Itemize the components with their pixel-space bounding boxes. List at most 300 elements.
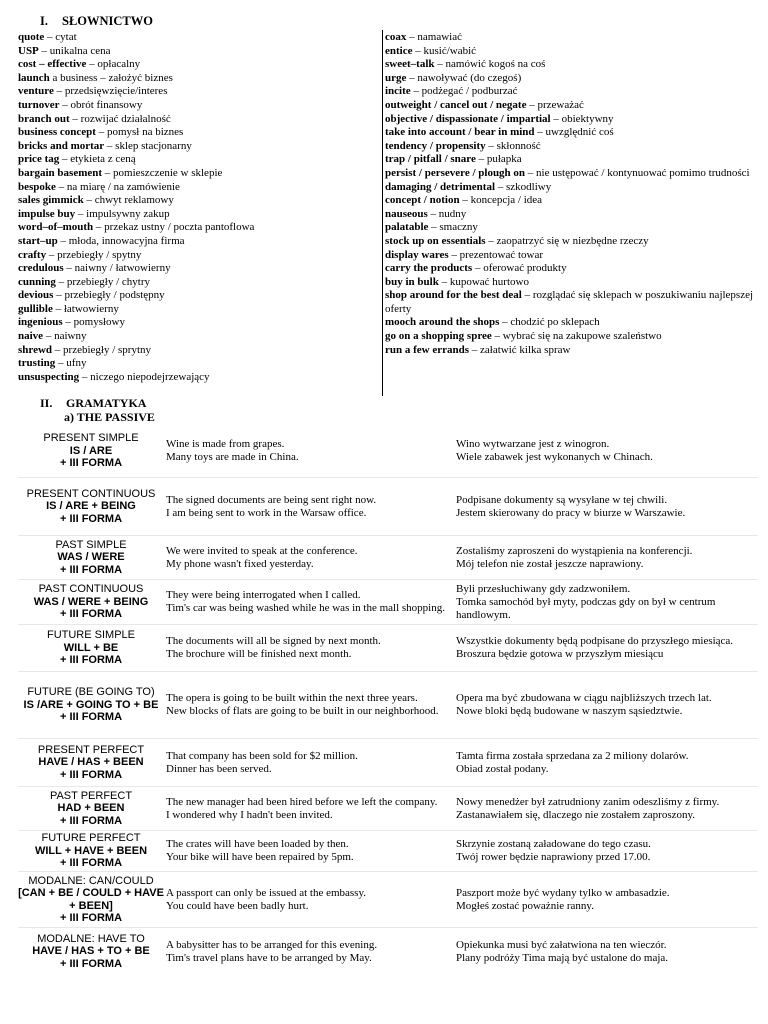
polish-sentence: Opera ma być zbudowana w ciągu najbliższych trzech lat. [456,692,712,704]
tense-row [18,786,758,830]
english-examples [164,838,456,864]
polish-sentence: Podpisane dokumenty są wysyłane w tej chwili. [456,493,668,506]
vocab-separator: – [428,221,440,234]
vocab-term: launch [18,71,50,84]
vocab-definition: młoda, innowacyjna firma [68,234,185,247]
vocab-definition: podżegać / podburzać [421,85,518,98]
vocab-definition: chwyt reklamowy [94,194,174,207]
tense-cell [18,875,164,925]
polish-sentence: Tomka samochód był myty, podczas gdy on był w centrum handlowym. [456,595,716,621]
polish-sentence: Broszura będzie gotowa w przyszłym miesiącu [456,648,664,660]
polish-translations [456,545,756,571]
tense-formula: + III FORMA [59,711,123,724]
vocab-definition: naiwny [54,330,87,343]
vocab-term: stock up on essentials [385,234,486,247]
vocab-term: go on a shopping spree [385,330,492,343]
vocab-entry [18,316,378,330]
polish-translations [456,939,756,965]
tense-name: PRESENT SIMPLE [43,432,139,445]
tense-name: PAST SIMPLE [55,538,127,551]
vocab-entry [385,262,755,276]
vocab-term: impulse buy [18,207,76,220]
vocab-entry [18,221,378,235]
polish-translations [456,635,756,661]
vocab-term: coax [385,31,407,43]
vocab-separator: – [469,343,481,356]
vocab-term: credulous [18,262,64,275]
vocab-definition: przebiegły / spytny [57,248,142,261]
vocab-entry [385,31,755,45]
tense-formula: + III FORMA [59,768,123,781]
polish-sentence: Nowe bloki będą budowane w naszym sąsiedztwie. [456,705,683,717]
vocab-entry [18,344,378,358]
vocab-definition: impulsywny zakup [86,207,170,220]
vocab-definition: namówić kogoś na coś [445,58,546,71]
english-sentence: Wine is made from grapes. [166,438,285,450]
polish-sentence: Plany podróży Tima mają być ustalone do maja. [456,951,669,964]
vocab-separator: – [459,194,471,207]
english-examples [164,750,456,776]
vocab-term: branch out [18,112,70,125]
tense-formula: + III FORMA [59,608,123,621]
vocab-definition: wybrać się na zakupowe szaleństwo [502,330,662,343]
vocab-separator: – [485,234,497,247]
english-examples [164,438,456,464]
tense-cell [18,744,164,782]
vocab-separator: – [485,139,497,152]
vocab-entry [18,371,378,385]
vocab-separator: – [434,58,446,71]
vocab-entry [18,45,378,59]
vocab-separator: – [53,85,65,98]
vocab-separator: – [448,248,460,261]
vocab-entry [385,140,755,154]
vocab-separator: – [83,194,95,207]
english-sentence: That company has been sold for $2 million. [166,749,358,762]
vocab-entry [385,181,755,195]
section-number: I. [40,14,48,28]
vocab-term: naive [18,330,44,343]
vocab-entry [18,72,378,86]
english-examples [164,589,456,615]
vocab-term: USP [18,44,39,57]
vocab-separator: – [55,357,67,370]
polish-translations [456,494,756,520]
vocab-term: unsuspecting [18,370,80,383]
english-examples [164,796,456,822]
tense-name: PRESENT PERFECT [37,743,145,756]
vocab-term: cost – effective [18,58,87,71]
tense-row [18,477,758,535]
tense-row [18,624,758,671]
vocab-term: cunning [18,275,56,288]
subsection-heading-passive: a) THE PASSIVE [64,410,155,424]
vocab-definition: smaczny [439,221,478,234]
polish-translations [456,796,756,822]
vocab-definition: nawoływać (do czegoś) [417,71,522,84]
section-heading-vocabulary [40,14,153,29]
polish-sentence: Zastanawiałem się, dlaczego nie zostałem zaproszony. [456,808,696,821]
polish-translations [456,692,756,718]
english-sentence: The opera is going to be built within the next three years. [166,692,418,704]
tense-cell [18,790,164,828]
vocab-separator: – [38,44,50,57]
vocab-separator: – [62,316,74,329]
vocab-separator: – [59,98,71,111]
vocab-separator: – [63,262,75,275]
vocab-definition: obiektywny [561,112,614,125]
vocab-entry [18,181,378,195]
polish-sentence: Byli przesłuchiwany gdy zadzwoniłem. [456,582,631,595]
vocab-definition: niczego niepodejrzewający [90,370,210,383]
english-examples [164,887,456,913]
tense-name: PAST PERFECT [49,789,133,802]
vocab-term: bricks and mortar [18,139,105,152]
vocab-entry [385,221,755,235]
english-examples [164,635,456,661]
vocab-entry [385,249,755,263]
vocab-definition: rozglądać się sklepach w poszukiwaniu najlepszej oferty [385,289,754,315]
vocab-entry [18,31,378,45]
tense-cell [18,539,164,577]
vocab-separator: – [86,58,98,71]
vocab-entry [385,99,755,113]
polish-sentence: Paszport może być wydany tylko w ambasadzie. [456,886,670,899]
vocab-separator: – [475,153,487,166]
vocab-definition: szkodliwy [506,180,552,193]
vocab-term: concept / notion [385,194,460,207]
vocab-definition: pomysł na biznes [106,126,184,139]
vocab-separator: – [491,330,503,343]
vocab-definition: przekaz ustny / poczta pantoflowa [104,221,255,234]
vocab-entry [18,276,378,290]
vocab-entry [385,126,755,140]
vocab-entry [385,276,755,290]
vocab-entry [18,113,378,127]
vocab-definition: etykieta z ceną [70,153,136,166]
vocab-definition: kupować hurtowo [449,275,529,288]
vocab-entry [385,58,755,72]
vocab-term: sweet–talk [385,58,435,71]
vocab-definition: przedsięwzięcie/interes [64,85,168,98]
vocab-entry [385,153,755,167]
vocab-entry [18,58,378,72]
tense-formula: HAVE / HAS + BEEN [38,756,144,769]
section-title: SŁOWNICTWO [62,14,153,28]
vocab-definition: koncepcja / idea [470,194,543,207]
tense-row [18,830,758,871]
vocab-term: urge [385,71,407,84]
vocab-separator: – [525,166,537,179]
english-sentence: The signed documents are being sent right now. [166,493,377,506]
vocab-definition: uwzględnić coś [545,126,614,139]
vocab-term: business concept [18,126,96,139]
english-sentence: Your bike will have been repaired by 5pm. [166,851,354,863]
polish-sentence: Tamta firma została sprzedana za 2 miliony dolarów. [456,749,689,762]
tense-cell [18,583,164,621]
english-sentence: The brochure will be finished next month. [166,648,352,660]
vocab-definition: nudny [438,207,467,220]
vocab-separator: – [526,98,538,111]
vocab-term: crafty [18,248,47,261]
english-sentence: They were being interrogated when I called. [166,589,361,601]
vocab-term: run a few errands [385,343,470,356]
vocab-separator: – [69,112,81,125]
vocab-term: carry the products [385,262,473,275]
polish-translations [456,838,756,864]
tense-name: MODALNE: CAN/COULD [28,874,154,887]
vocab-separator: – [406,31,418,43]
vocab-separator: – [55,180,67,193]
vocab-definition: opłacalny [97,58,141,71]
tense-row [18,927,758,975]
vocab-definition: cytat [55,31,77,43]
vocab-entry [385,72,755,86]
vocab-separator: – [57,234,69,247]
vocab-definition: nie ustępować / kontynuować pomimo trudności [536,166,750,179]
tense-formula: HAD + BEEN [57,802,125,815]
vocab-entry [18,153,378,167]
vocab-term: nauseous [385,207,428,220]
vocab-term: trusting [18,357,56,370]
vocab-term: sales gimmick [18,194,84,207]
vocab-separator: – [521,289,533,302]
tense-formula: + III FORMA [59,512,123,525]
vocab-definition: obrót finansowy [70,98,143,111]
tense-formula: + III FORMA [59,814,123,827]
vocab-separator: – [472,262,484,275]
vocab-separator: – [52,343,64,356]
tense-formula: WAS / WERE + BEING [33,595,149,608]
english-sentence: Many toys are made in China. [166,451,299,463]
polish-translations [456,750,756,776]
english-sentence: Tim's travel plans have to be arranged by May. [166,951,372,964]
polish-translations [456,887,756,913]
tense-row [18,535,758,579]
vocab-entry [385,45,755,59]
polish-sentence: Twój rower będzie naprawiony przed 17.00. [456,851,651,863]
polish-translations [456,438,756,464]
vocab-entry [385,208,755,222]
tense-name: MODALNE: HAVE TO [37,932,145,945]
vocab-entry [18,262,378,276]
tense-formula: [CAN + BE / COULD + HAVE + BEEN] [18,887,164,912]
polish-sentence: Jestem skierowany do pracy w biurze w Warszawie. [456,506,686,519]
vocab-definition: przeważać [537,98,584,111]
tense-formula: + III FORMA [59,563,123,576]
vocab-entry [385,235,755,249]
vocab-definition: załatwić kilka spraw [480,343,571,356]
vocab-separator: – [104,139,116,152]
vocab-term: word–of–mouth [18,221,94,234]
vocab-definition: łatwowierny [63,302,119,315]
column-divider [382,30,383,396]
tense-formula: + III FORMA [59,654,123,667]
vocab-definition: a business – założyć biznes [52,71,173,84]
tense-name: PRESENT CONTINUOUS [26,487,156,500]
polish-sentence: Skrzynie zostaną załadowane do tego czasu. [456,838,651,850]
vocab-term: quote [18,31,45,43]
vocab-definition: rozwijać działalność [80,112,171,125]
vocab-separator: – [75,207,87,220]
vocab-separator: – [46,248,58,261]
tense-cell [18,933,164,971]
vocab-term: gullible [18,302,53,315]
vocab-separator: – [55,275,67,288]
vocab-separator: – [52,302,64,315]
vocab-separator: – [93,221,105,234]
tense-formula: + III FORMA [59,457,123,470]
polish-translations [456,583,756,622]
english-examples [164,545,456,571]
vocab-definition: na miarę / na zamówienie [66,180,180,193]
vocab-entry [18,126,378,140]
tense-cell [18,432,164,470]
vocab-entry [18,249,378,263]
vocab-separator: – [410,85,422,98]
polish-sentence: Wino wytwarzane jest z winogron. [456,438,610,450]
vocab-term: shrewd [18,343,53,356]
english-sentence: You could have been badly hurt. [166,899,309,912]
vocab-definition: skłonność [496,139,541,152]
vocab-entry [18,357,378,371]
vocab-term: turnover [18,98,60,111]
english-sentence: Dinner has been served. [166,762,272,775]
vocabulary-left-column [18,31,378,384]
vocab-separator: – [438,275,450,288]
vocab-entry [18,235,378,249]
polish-sentence: Mój telefon nie został jeszcze naprawiony. [456,557,644,570]
tense-row [18,579,758,624]
english-sentence: I am being sent to work in the Warsaw office. [166,506,367,519]
vocab-definition: pułapka [486,153,522,166]
vocab-separator: – [427,207,439,220]
tense-cell [18,832,164,870]
vocab-definition: namawiać [417,31,462,43]
vocab-entry [18,140,378,154]
vocab-term: palatable [385,221,429,234]
vocab-definition: chodzić po sklepach [510,316,600,329]
vocab-term: outweight / cancel out / negate [385,98,527,111]
section-number: II. [40,396,53,410]
vocab-separator: – [59,153,71,166]
tense-row [18,425,758,477]
vocab-term: damaging / detrimental [385,180,495,193]
tense-formula: WILL + BE [63,641,119,654]
tense-name: FUTURE PERFECT [41,832,141,845]
vocab-entry [18,208,378,222]
tense-formula: WILL + HAVE + BEEN [34,844,148,857]
vocab-separator: – [102,166,114,179]
vocabulary-right-column [385,31,755,357]
polish-sentence: Zostaliśmy zaproszeni do wystąpienia na konferencji. [456,544,693,557]
vocab-definition: naiwny / łatwowierny [74,262,171,275]
vocab-entry [18,330,378,344]
english-sentence: The new manager had been hired before we left the company. [166,795,438,808]
vocab-entry [18,85,378,99]
polish-sentence: Opiekunka musi być załatwiona na ten wieczór. [456,938,667,951]
polish-sentence: Wszystkie dokumenty będą podpisane do przyszłego miesiąca. [456,635,734,647]
polish-sentence: Obiad został podany. [456,762,549,775]
vocab-term: start–up [18,234,58,247]
vocab-term: mooch around the shops [385,316,500,329]
vocab-definition: kusić/wabić [423,44,477,57]
section-title: GRAMATYKA [66,396,147,410]
vocab-term: tendency / propensity [385,139,486,152]
vocab-definition: unikalna cena [49,44,111,57]
vocab-entry [385,330,755,344]
vocab-term: price tag [18,153,60,166]
vocab-entry [18,167,378,181]
vocab-separator: – [550,112,562,125]
english-sentence: Tim's car was being washed while he was in the mall shopping. [166,602,445,614]
tense-formula: + III FORMA [59,857,123,870]
vocab-separator: – [534,126,546,139]
vocab-term: trap / pitfall / snare [385,153,476,166]
vocab-definition: przebiegły / chytry [66,275,151,288]
vocab-entry [385,344,755,358]
vocab-definition: pomieszczenie w sklepie [113,166,223,179]
section-heading-grammar [40,396,146,411]
polish-sentence: Nowy menedżer był zatrudniony zanim odeszliśmy z firmy. [456,795,720,808]
vocab-separator: – [53,289,65,302]
tense-row [18,871,758,927]
tense-formula: + III FORMA [59,912,123,924]
vocab-separator: – [95,126,107,139]
english-sentence: A babysitter has to be arranged for this evening. [166,938,378,951]
vocab-definition: zaopatrzyć się w niezbędne rzeczy [496,234,649,247]
vocab-separator: – [412,44,424,57]
tense-formula: IS / ARE [69,444,113,457]
vocab-separator: – [44,31,56,43]
english-sentence: A passport can only be issued at the embassy. [166,886,366,899]
vocab-entry [385,113,755,127]
vocab-term: objective / dispassionate / impartial [385,112,551,125]
english-sentence: The crates will have been loaded by then. [166,838,349,850]
vocab-term: bespoke [18,180,56,193]
english-sentence: I wondered why I hadn't been invited. [166,808,333,821]
english-examples [164,494,456,520]
tense-name: FUTURE SIMPLE [46,629,135,642]
tense-row [18,738,758,786]
tense-formula: + III FORMA [59,957,123,970]
vocab-entry [385,316,755,330]
vocab-term: buy in bulk [385,275,439,288]
vocab-separator: – [79,370,91,383]
vocab-definition: pomysłowy [73,316,125,329]
tense-formula: IS / ARE + BEING [46,500,136,513]
english-sentence: New blocks of flats are going to be built in our neighborhood. [166,705,439,717]
vocab-term: persist / persevere / plough on [385,166,526,179]
tense-cell [18,488,164,526]
tense-row [18,671,758,738]
vocab-definition: prezentować towar [459,248,544,261]
vocab-separator: – [406,71,418,84]
vocab-entry [18,303,378,317]
vocab-term: bargain basement [18,166,103,179]
vocab-definition: ufny [66,357,87,370]
tense-cell [18,629,164,667]
vocab-definition: sklep stacjonarny [115,139,192,152]
english-examples [164,939,456,965]
vocab-entry [385,194,755,208]
tense-name: FUTURE (BE GOING TO) [27,686,155,699]
vocab-separator: – [499,316,511,329]
passive-voice-table [18,425,758,975]
tense-name: PAST CONTINUOUS [38,583,144,596]
vocab-term: incite [385,85,411,98]
vocab-definition: przebiegły / sprytny [63,343,152,356]
